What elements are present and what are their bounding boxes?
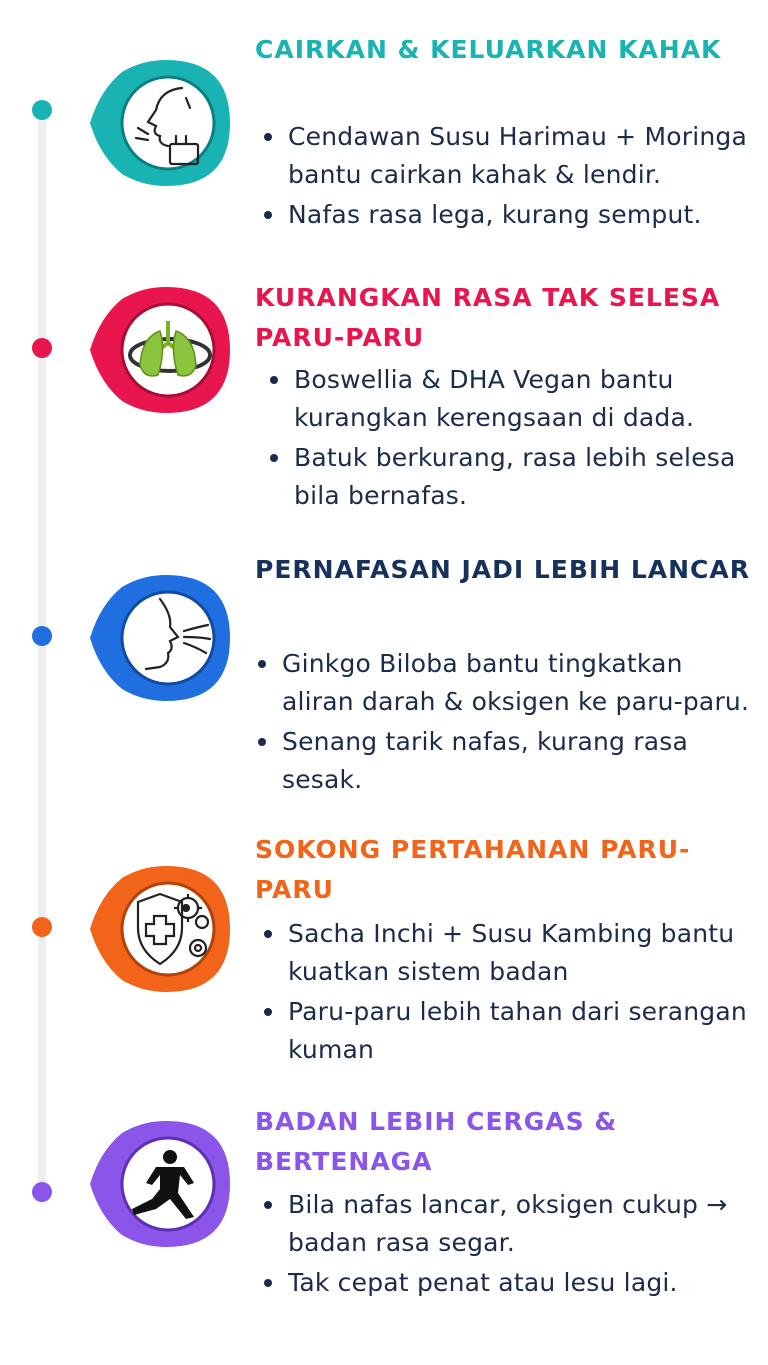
timeline-dot — [32, 338, 52, 358]
list-item: Sacha Inchi + Susu Kambing bantu kuatkan sistem badan — [262, 915, 768, 991]
section-badge — [90, 60, 230, 186]
exercise-person-icon — [90, 1121, 230, 1247]
timeline-dot — [32, 1182, 52, 1202]
section-points — [262, 118, 768, 236]
timeline-dot — [32, 100, 52, 120]
section-title: BADAN LEBIH CERGAS & BERTENAGA — [255, 1107, 618, 1176]
section-badge — [90, 287, 230, 413]
section-title: KURANGKAN RASA TAK SELESA PARU-PARU — [255, 283, 721, 352]
list-item: Paru-paru lebih tahan dari serangan kuman — [262, 993, 768, 1069]
lungs-icon — [90, 287, 230, 413]
face-breathing-icon — [90, 575, 230, 701]
timeline-dot — [32, 917, 52, 937]
list-item: Cendawan Susu Harimau + Moringa bantu cairkan kahak & lendir. — [262, 118, 768, 194]
section-title: SOKONG PERTAHANAN PARU-PARU — [255, 835, 691, 904]
list-item: Batuk berkurang, rasa lebih selesa bila bernafas. — [268, 439, 768, 515]
section-points — [256, 645, 762, 801]
list-item: Ginkgo Biloba bantu tingkatkan aliran darah & oksigen ke paru-paru. — [256, 645, 762, 721]
timeline-track — [38, 110, 46, 1200]
section-title: CAIRKAN & KELUARKAN KAHAK — [255, 35, 722, 64]
list-item: Senang tarik nafas, kurang rasa sesak. — [256, 723, 762, 799]
list-item: Boswellia & DHA Vegan bantu kurangkan kerengsaan di dada. — [268, 361, 768, 437]
section-points — [262, 915, 768, 1071]
section-badge — [90, 575, 230, 701]
section-points — [262, 1186, 768, 1304]
shield-virus-icon — [90, 866, 230, 992]
timeline-dot — [32, 626, 52, 646]
section-badge — [90, 1121, 230, 1247]
face-cough-icon — [90, 60, 230, 186]
section-title: PERNAFASAN JADI LEBIH LANCAR — [255, 555, 751, 584]
list-item: Nafas rasa lega, kurang semput. — [262, 196, 768, 234]
list-item: Tak cepat penat atau lesu lagi. — [262, 1264, 768, 1302]
section-badge — [90, 866, 230, 992]
list-item: Bila nafas lancar, oksigen cukup → badan rasa segar. — [262, 1186, 768, 1262]
section-points — [268, 361, 768, 517]
